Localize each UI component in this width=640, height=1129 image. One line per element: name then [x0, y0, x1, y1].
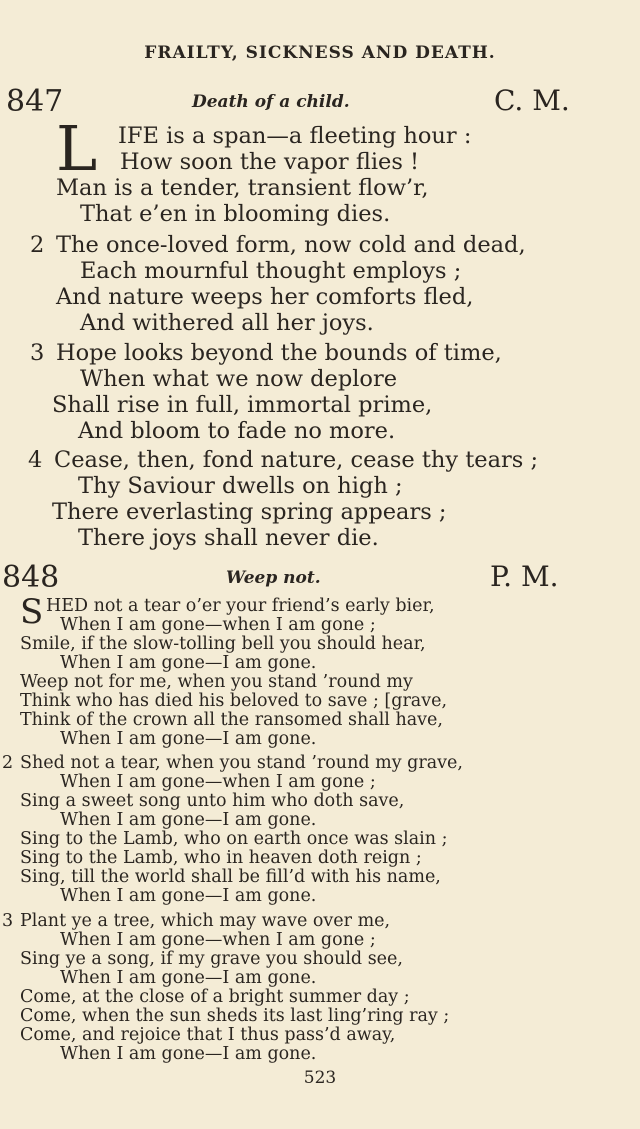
verse-line: When I am gone—I am gone.	[60, 886, 317, 906]
verse-line: And bloom to fade no more.	[78, 418, 396, 444]
verse-line: And nature weeps her comforts fled,	[56, 284, 474, 310]
verse-line: Come, at the close of a bright summer day ;	[20, 987, 410, 1007]
verse-line: There joys shall never die.	[78, 525, 379, 551]
verse-line: Cease, then, fond nature, cease thy tears ;	[54, 447, 539, 473]
verse-line: How soon the vapor flies !	[120, 149, 420, 175]
verse-line: There everlasting spring appears ;	[52, 499, 447, 525]
verse-line: And withered all her joys.	[80, 310, 374, 336]
verse-line: HED not a tear o’er your friend’s early bier,	[46, 596, 435, 616]
verse-line: When I am gone—I am gone.	[60, 968, 317, 988]
verse-line: The once-loved form, now cold and dead,	[56, 232, 526, 258]
stanza-number: 4	[28, 447, 43, 473]
verse-line: When I am gone—when I am gone ;	[60, 772, 376, 792]
verse-line: When I am gone—I am gone.	[60, 1044, 317, 1064]
verse-line: Think of the crown all the ransomed shall have,	[20, 710, 443, 730]
verse-line: Shall rise in full, immortal prime,	[52, 392, 433, 418]
verse-line: Sing to the Lamb, who in heaven doth reign ;	[20, 848, 422, 868]
verse-line: Come, when the sun sheds its last ling’ring ray ;	[20, 1006, 450, 1026]
hymn-title: Death of a child.	[192, 92, 350, 112]
verse-line: Plant ye a tree, which may wave over me,	[20, 911, 391, 931]
hymn-title: Weep not.	[226, 568, 321, 588]
verse-line: Come, and rejoice that I thus pass’d away,	[20, 1025, 396, 1045]
stanza-number: 3	[30, 340, 45, 366]
stanza-number: 2	[30, 232, 45, 258]
verse-line: Sing, till the world shall be fill’d with his name,	[20, 867, 441, 887]
drop-cap: S	[20, 592, 44, 632]
verse-line: Each mournful thought employs ;	[80, 258, 462, 284]
verse-line: Think who has died his beloved to save ; [grave,	[20, 691, 448, 711]
stanza-number: 2	[2, 753, 14, 773]
verse-line: Man is a tender, transient flow’r,	[56, 175, 429, 201]
running-head: FRAILTY, SICKNESS AND DEATH.	[144, 43, 496, 63]
verse-line: Hope looks beyond the bounds of time,	[56, 340, 502, 366]
hymn-number: 847	[6, 84, 64, 119]
verse-line: IFE is a span—a fleeting hour :	[118, 123, 472, 149]
drop-cap: L	[56, 112, 98, 185]
page-number: 523	[303, 1068, 337, 1088]
verse-line: Weep not for me, when you stand ’round my	[20, 672, 413, 692]
verse-line: Shed not a tear, when you stand ’round my grave,	[20, 753, 463, 773]
hymn-meter: C. M.	[494, 84, 570, 117]
verse-line: Thy Saviour dwells on high ;	[78, 473, 403, 499]
verse-line: When I am gone—I am gone.	[60, 653, 317, 673]
verse-line: When I am gone—when I am gone ;	[60, 930, 376, 950]
verse-line: When I am gone—I am gone.	[60, 729, 317, 749]
verse-line: When I am gone—when I am gone ;	[60, 615, 376, 635]
verse-line: When I am gone—I am gone.	[60, 810, 317, 830]
hymn-number: 848	[2, 560, 60, 595]
verse-line: Sing to the Lamb, who on earth once was slain ;	[20, 829, 448, 849]
verse-line: Sing a sweet song unto him who doth save,	[20, 791, 405, 811]
verse-line: That e’en in blooming dies.	[80, 201, 391, 227]
stanza-number: 3	[2, 911, 14, 931]
verse-line: When what we now deplore	[80, 366, 398, 392]
verse-line: Sing ye a song, if my grave you should see,	[20, 949, 403, 969]
verse-line: Smile, if the slow-tolling bell you should hear,	[20, 634, 426, 654]
hymn-meter: P. M.	[490, 560, 559, 593]
